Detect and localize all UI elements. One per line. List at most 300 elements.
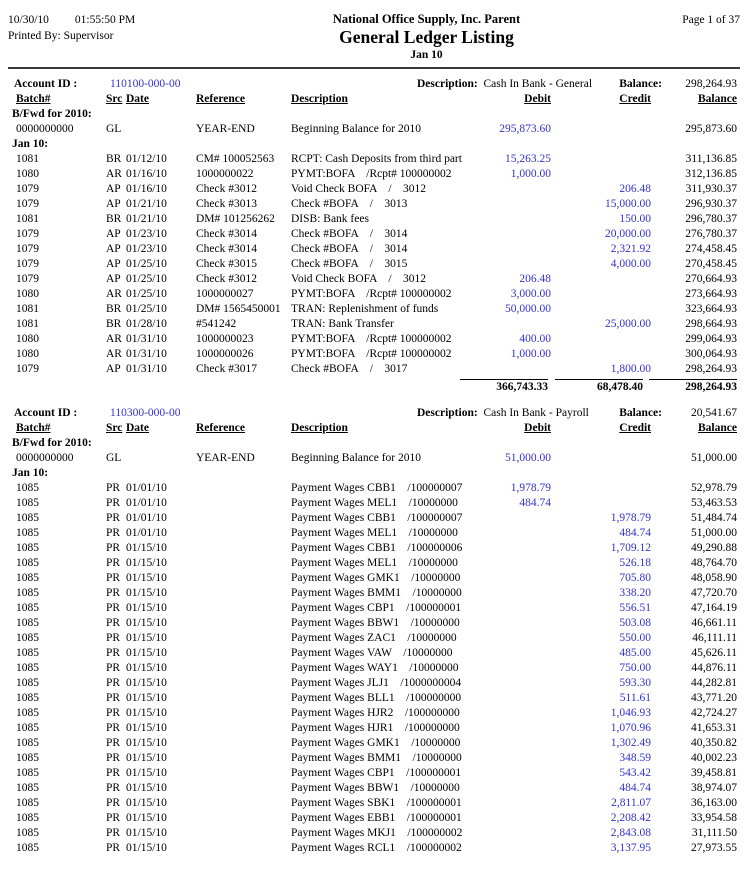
balance-cell: 27,973.55 xyxy=(691,842,737,854)
reference-cell xyxy=(196,511,291,526)
ledger-row xyxy=(8,526,740,541)
date-cell: 01/15/10 xyxy=(126,617,167,629)
reference-cell xyxy=(196,796,291,811)
date-cell: 01/15/10 xyxy=(126,647,167,659)
src-cell: PR xyxy=(106,782,121,794)
total-credit xyxy=(543,379,643,396)
description-cell: Payment Wages MEL1 /10000000 xyxy=(291,527,458,539)
ledger-row xyxy=(8,122,740,137)
balance-cell: 47,164.19 xyxy=(691,602,737,614)
debit-cell: 51,000.00 xyxy=(505,452,551,464)
debit-cell xyxy=(468,616,551,631)
balance-label: Balance: xyxy=(619,407,662,419)
reference-cell: Check #3014 xyxy=(196,228,258,240)
reference-cell xyxy=(196,496,291,511)
description-label: Description: xyxy=(417,78,478,90)
date-cell: 01/23/10 xyxy=(126,228,167,240)
debit-cell xyxy=(468,661,551,676)
balance-label: Balance: xyxy=(619,78,662,90)
credit-cell: 1,070.96 xyxy=(610,722,651,734)
ledger-row xyxy=(8,227,740,242)
description-cell: Payment Wages CBB1 /100000007 xyxy=(291,482,463,494)
balance-cell: 311,930.37 xyxy=(685,183,737,195)
total-debit-value: 366,743.33 xyxy=(460,379,548,395)
debit-cell xyxy=(468,706,551,721)
description-cell: Payment Wages CBP1 /100000001 xyxy=(291,602,462,614)
balance-cell: 39,458.81 xyxy=(691,767,737,779)
reference-cell: DM# 101256262 xyxy=(196,213,275,225)
batch-cell: 1085 xyxy=(16,602,39,614)
credit-cell: 556.51 xyxy=(619,602,651,614)
balance-cell: 44,876.11 xyxy=(691,662,737,674)
ledger-row xyxy=(8,556,740,571)
batch-cell: 1085 xyxy=(16,737,39,749)
description-cell: Payment Wages MKJ1 /100000002 xyxy=(291,827,463,839)
credit-cell: 484.74 xyxy=(619,782,651,794)
description-cell: Payment Wages BBW1 /10000000 xyxy=(291,617,460,629)
col-balance: Balance xyxy=(698,93,737,105)
date-cell: 01/15/10 xyxy=(126,662,167,674)
date-cell: 01/01/10 xyxy=(126,482,167,494)
credit-cell: 550.00 xyxy=(619,632,651,644)
date-cell: 01/25/10 xyxy=(126,303,167,315)
ledger-row xyxy=(8,571,740,586)
description-cell: Payment Wages BLL1 /100000000 xyxy=(291,692,462,704)
credit-cell xyxy=(551,451,651,466)
src-cell: PR xyxy=(106,812,121,824)
reference-cell xyxy=(196,526,291,541)
debit-cell xyxy=(468,601,551,616)
balance-cell: 296,930.37 xyxy=(685,198,737,210)
date-cell: 01/23/10 xyxy=(126,243,167,255)
src-cell: AR xyxy=(106,168,122,180)
src-cell: PR xyxy=(106,827,121,839)
description-cell: Check #BOFA / 3015 xyxy=(291,258,408,270)
credit-cell: 705.80 xyxy=(619,572,651,584)
src-cell: AR xyxy=(106,288,122,300)
date-cell: 01/01/10 xyxy=(126,512,167,524)
src-cell: PR xyxy=(106,752,121,764)
batch-cell: 1085 xyxy=(16,572,39,584)
reference-cell: Check #3017 xyxy=(196,363,258,375)
src-cell: AP xyxy=(106,198,121,210)
src-cell: AR xyxy=(106,333,122,345)
col-src: Src xyxy=(106,422,123,434)
total-credit-value: 68,478.40 xyxy=(555,379,643,395)
ledger-row xyxy=(8,841,740,856)
reference-cell: YEAR-END xyxy=(196,123,255,135)
debit-cell xyxy=(468,631,551,646)
src-cell: PR xyxy=(106,707,121,719)
balance-cell: 276,780.37 xyxy=(685,228,737,240)
date-cell: 01/15/10 xyxy=(126,557,167,569)
reference-cell: Check #3014 xyxy=(196,243,258,255)
account-id-label: Account ID : xyxy=(14,78,78,90)
description-cell: PYMT:BOFA /Rcpt# 100000002 xyxy=(291,333,452,345)
batch-cell: 1079 xyxy=(16,273,39,285)
reference-cell: 1000000023 xyxy=(196,333,254,345)
ledger-row xyxy=(8,332,740,347)
description-cell: Payment Wages BMM1 /10000000 xyxy=(291,587,462,599)
report-page-header xyxy=(0,0,748,63)
src-cell: PR xyxy=(106,722,121,734)
credit-cell: 1,709.12 xyxy=(610,542,651,554)
period-group-row xyxy=(8,107,740,122)
src-cell: PR xyxy=(106,587,121,599)
description-cell: Void Check BOFA / 3012 xyxy=(291,273,427,285)
credit-cell xyxy=(551,152,651,167)
credit-cell: 1,302.49 xyxy=(610,737,651,749)
date-cell xyxy=(126,122,196,137)
ledger-row xyxy=(8,272,740,287)
date-cell: 01/15/10 xyxy=(126,692,167,704)
batch-cell: 1079 xyxy=(16,183,39,195)
debit-cell xyxy=(468,841,551,856)
credit-cell: 526.18 xyxy=(619,557,651,569)
period-group-label: Jan 10: xyxy=(12,138,49,150)
batch-cell: 1079 xyxy=(16,228,39,240)
date-cell: 01/15/10 xyxy=(126,752,167,764)
batch-cell: 1085 xyxy=(16,497,39,509)
description-cell: Payment Wages RCL1 /100000002 xyxy=(291,842,462,854)
ledger-row xyxy=(8,646,740,661)
ledger-row xyxy=(8,182,740,197)
credit-cell: 593.30 xyxy=(619,677,651,689)
src-cell: PR xyxy=(106,737,121,749)
account-id-label: Account ID : xyxy=(14,407,78,419)
debit-cell xyxy=(468,556,551,571)
print-time: 01:55:50 PM xyxy=(74,14,136,26)
reference-cell xyxy=(196,481,291,496)
credit-cell xyxy=(551,287,651,302)
description-cell: Payment Wages GMK1 /10000000 xyxy=(291,572,461,584)
description-cell: Payment Wages EBB1 /100000001 xyxy=(291,812,462,824)
src-cell: GL xyxy=(106,452,122,464)
ledger-row xyxy=(8,511,740,526)
ledger-rows xyxy=(8,436,740,856)
description-cell: Payment Wages CBB1 /100000006 xyxy=(291,542,463,554)
col-description: Description xyxy=(291,422,348,434)
ledger-row xyxy=(8,481,740,496)
src-cell: PR xyxy=(106,527,121,539)
debit-cell: 400.00 xyxy=(519,333,551,345)
description-label: Description: xyxy=(417,407,478,419)
credit-cell: 25,000.00 xyxy=(605,318,651,330)
debit-cell xyxy=(468,826,551,841)
debit-cell xyxy=(468,586,551,601)
debit-cell xyxy=(468,796,551,811)
date-cell: 01/31/10 xyxy=(126,348,167,360)
period-group-row xyxy=(8,436,740,451)
ledger-row xyxy=(8,362,740,377)
credit-cell: 2,843.08 xyxy=(610,827,651,839)
description-cell: Payment Wages CBB1 /100000007 xyxy=(291,512,463,524)
reference-cell: 1000000022 xyxy=(196,168,254,180)
debit-cell xyxy=(468,736,551,751)
credit-cell: 511.61 xyxy=(619,692,651,704)
batch-cell: 1085 xyxy=(16,752,39,764)
account-id-value: 110100-000-00 xyxy=(110,78,181,90)
credit-cell: 3,137.95 xyxy=(610,842,651,854)
date-cell: 01/15/10 xyxy=(126,827,167,839)
date-cell: 01/15/10 xyxy=(126,842,167,854)
src-cell: AP xyxy=(106,228,121,240)
reference-cell xyxy=(196,676,291,691)
reference-cell: YEAR-END xyxy=(196,452,255,464)
column-headers xyxy=(8,92,740,107)
description-cell: Payment Wages HJR2 /100000000 xyxy=(291,707,460,719)
ledger-row xyxy=(8,451,740,466)
ledger-row xyxy=(8,706,740,721)
balance-cell: 51,000.00 xyxy=(691,527,737,539)
reference-cell: Check #3013 xyxy=(196,198,258,210)
batch-cell: 1085 xyxy=(16,797,39,809)
balance-cell: 43,771.20 xyxy=(691,692,737,704)
period-group-label: B/Fwd for 2010: xyxy=(12,108,92,120)
date-cell: 01/25/10 xyxy=(126,288,167,300)
debit-cell: 206.48 xyxy=(519,273,551,285)
debit-cell xyxy=(468,197,551,212)
balance-cell: 51,000.00 xyxy=(691,452,737,464)
reference-cell: #541242 xyxy=(196,318,237,330)
account-section-110300 xyxy=(0,406,748,856)
debit-cell: 484.74 xyxy=(519,497,551,509)
account-id-value: 110300-000-00 xyxy=(110,407,181,419)
description-value: Cash In Bank - Payroll xyxy=(483,407,589,419)
reference-cell xyxy=(196,616,291,631)
debit-cell xyxy=(468,362,551,377)
balance-cell: 270,458.45 xyxy=(685,258,737,270)
description-cell: Payment Wages JLJ1 /1000000004 xyxy=(291,677,462,689)
batch-cell: 1079 xyxy=(16,258,39,270)
balance-cell: 49,290.88 xyxy=(691,542,737,554)
credit-cell xyxy=(551,302,651,317)
debit-cell: 3,000.00 xyxy=(510,288,551,300)
src-cell: PR xyxy=(106,662,121,674)
batch-cell: 1079 xyxy=(16,198,39,210)
description-cell: Beginning Balance for 2010 xyxy=(291,452,421,464)
date-cell: 01/16/10 xyxy=(126,183,167,195)
balance-cell: 298,664.93 xyxy=(685,318,737,330)
description-cell: DISB: Bank fees xyxy=(291,213,369,225)
date-cell: 01/25/10 xyxy=(126,258,167,270)
period-group-row xyxy=(8,137,740,152)
balance-cell: 299,064.93 xyxy=(685,333,737,345)
reference-cell xyxy=(196,826,291,841)
batch-cell: 0000000000 xyxy=(16,123,74,135)
date-cell xyxy=(126,451,196,466)
col-reference: Reference xyxy=(196,422,245,434)
batch-cell: 1085 xyxy=(16,812,39,824)
description-cell: PYMT:BOFA /Rcpt# 100000002 xyxy=(291,168,452,180)
src-cell: PR xyxy=(106,692,121,704)
date-cell: 01/31/10 xyxy=(126,333,167,345)
col-src: Src xyxy=(106,93,123,105)
account-header xyxy=(8,77,740,92)
ledger-row xyxy=(8,751,740,766)
ledger-row xyxy=(8,826,740,841)
col-batch: Batch# xyxy=(16,93,51,105)
date-cell: 01/15/10 xyxy=(126,812,167,824)
reference-cell xyxy=(196,586,291,601)
credit-cell xyxy=(551,332,651,347)
balance-cell: 323,664.93 xyxy=(685,303,737,315)
src-cell: PR xyxy=(106,482,121,494)
reference-cell xyxy=(196,691,291,706)
totals-spacer xyxy=(8,379,460,396)
batch-cell: 1085 xyxy=(16,557,39,569)
ledger-row xyxy=(8,586,740,601)
src-cell: PR xyxy=(106,767,121,779)
debit-cell: 295,873.60 xyxy=(499,123,551,135)
balance-cell: 42,724.27 xyxy=(691,707,737,719)
credit-cell: 338.20 xyxy=(619,587,651,599)
date-cell: 01/15/10 xyxy=(126,632,167,644)
src-cell: PR xyxy=(106,842,121,854)
credit-cell xyxy=(551,347,651,362)
description-cell: Payment Wages VAW /10000000 xyxy=(291,647,453,659)
src-cell: PR xyxy=(106,617,121,629)
description-cell: TRAN: Bank Transfer xyxy=(291,318,394,330)
ledger-row xyxy=(8,287,740,302)
report-title: General Ledger Listing xyxy=(339,27,514,47)
reference-cell: CM# 100052563 xyxy=(196,153,275,165)
balance-cell: 274,458.45 xyxy=(685,243,737,255)
debit-cell xyxy=(468,676,551,691)
col-credit: Credit xyxy=(619,422,651,434)
description-cell: TRAN: Replenishment of funds xyxy=(291,303,439,315)
credit-cell: 1,978.79 xyxy=(610,512,651,524)
credit-cell: 2,321.92 xyxy=(610,243,651,255)
description-cell: Payment Wages BBW1 /10000000 xyxy=(291,782,460,794)
reference-cell xyxy=(196,661,291,676)
balance-value: 298,264.93 xyxy=(685,78,737,90)
description-cell: Check #BOFA / 3014 xyxy=(291,228,408,240)
description-cell: Void Check BOFA / 3012 xyxy=(291,183,427,195)
batch-cell: 1081 xyxy=(16,213,39,225)
batch-cell: 1085 xyxy=(16,827,39,839)
header-divider xyxy=(8,67,740,69)
balance-cell: 38,974.07 xyxy=(691,782,737,794)
balance-cell: 44,282.81 xyxy=(691,677,737,689)
credit-cell: 503.08 xyxy=(619,617,651,629)
description-cell: PYMT:BOFA /Rcpt# 100000002 xyxy=(291,288,452,300)
debit-cell xyxy=(468,257,551,272)
src-cell: PR xyxy=(106,677,121,689)
credit-cell: 543.42 xyxy=(619,767,651,779)
account-description xyxy=(417,77,617,92)
ledger-row xyxy=(8,197,740,212)
batch-cell: 1085 xyxy=(16,692,39,704)
reference-cell xyxy=(196,556,291,571)
batch-cell: 1085 xyxy=(16,527,39,539)
batch-cell: 1080 xyxy=(16,288,39,300)
balance-cell: 298,264.93 xyxy=(685,363,737,375)
balance-cell: 270,664.93 xyxy=(685,273,737,285)
src-cell: PR xyxy=(106,632,121,644)
batch-cell: 1080 xyxy=(16,348,39,360)
debit-cell xyxy=(468,212,551,227)
debit-cell xyxy=(468,571,551,586)
src-cell: PR xyxy=(106,557,121,569)
batch-cell: 1085 xyxy=(16,722,39,734)
description-cell: Beginning Balance for 2010 xyxy=(291,123,421,135)
balance-cell: 52,978.79 xyxy=(691,482,737,494)
totals-row xyxy=(8,377,740,396)
reference-cell xyxy=(196,631,291,646)
reference-cell: 1000000027 xyxy=(196,288,254,300)
ledger-row xyxy=(8,796,740,811)
src-cell: PR xyxy=(106,542,121,554)
src-cell: BR xyxy=(106,303,122,315)
period-group-label: Jan 10: xyxy=(12,467,49,479)
date-cell: 01/01/10 xyxy=(126,497,167,509)
date-cell: 01/15/10 xyxy=(126,677,167,689)
credit-cell: 1,800.00 xyxy=(610,363,651,375)
batch-cell: 0000000000 xyxy=(16,452,74,464)
header-center-block xyxy=(223,12,630,63)
batch-cell: 1081 xyxy=(16,303,39,315)
credit-cell xyxy=(551,167,651,182)
page-number: Page 1 of 37 xyxy=(682,14,740,26)
description-cell: PYMT:BOFA /Rcpt# 100000002 xyxy=(291,348,452,360)
date-cell: 01/25/10 xyxy=(126,273,167,285)
print-datetime xyxy=(8,12,223,28)
date-cell: 01/15/10 xyxy=(126,542,167,554)
reference-cell: Check #3012 xyxy=(196,273,258,285)
credit-cell xyxy=(551,122,651,137)
reference-cell xyxy=(196,646,291,661)
date-cell: 01/15/10 xyxy=(126,737,167,749)
reference-cell xyxy=(196,571,291,586)
ledger-row xyxy=(8,257,740,272)
col-reference: Reference xyxy=(196,93,245,105)
balance-cell: 296,780.37 xyxy=(685,213,737,225)
debit-cell xyxy=(468,182,551,197)
ledger-row xyxy=(8,616,740,631)
batch-cell: 1081 xyxy=(16,318,39,330)
description-cell: Payment Wages BMM1 /10000000 xyxy=(291,752,462,764)
col-credit: Credit xyxy=(619,93,651,105)
credit-cell: 1,046.93 xyxy=(610,707,651,719)
description-cell: Payment Wages ZAC1 /10000000 xyxy=(291,632,457,644)
col-debit: Debit xyxy=(524,93,551,105)
ledger-row xyxy=(8,736,740,751)
balance-cell: 45,626.11 xyxy=(691,647,737,659)
ledger-row xyxy=(8,317,740,332)
batch-cell: 1085 xyxy=(16,782,39,794)
batch-cell: 1085 xyxy=(16,512,39,524)
reference-cell xyxy=(196,736,291,751)
batch-cell: 1085 xyxy=(16,542,39,554)
src-cell: AP xyxy=(106,183,121,195)
batch-cell: 1080 xyxy=(16,333,39,345)
description-value: Cash In Bank - General xyxy=(483,78,593,90)
batch-cell: 1085 xyxy=(16,707,39,719)
debit-cell xyxy=(468,781,551,796)
balance-cell: 295,873.60 xyxy=(685,123,737,135)
debit-cell xyxy=(468,751,551,766)
date-cell: 01/28/10 xyxy=(126,318,167,330)
date-cell: 01/01/10 xyxy=(126,527,167,539)
debit-cell xyxy=(468,526,551,541)
description-cell: Payment Wages WAY1 /10000000 xyxy=(291,662,459,674)
date-cell: 01/15/10 xyxy=(126,767,167,779)
src-cell: PR xyxy=(106,602,121,614)
ledger-row xyxy=(8,347,740,362)
ledger-row xyxy=(8,811,740,826)
balance-cell: 40,350.82 xyxy=(691,737,737,749)
